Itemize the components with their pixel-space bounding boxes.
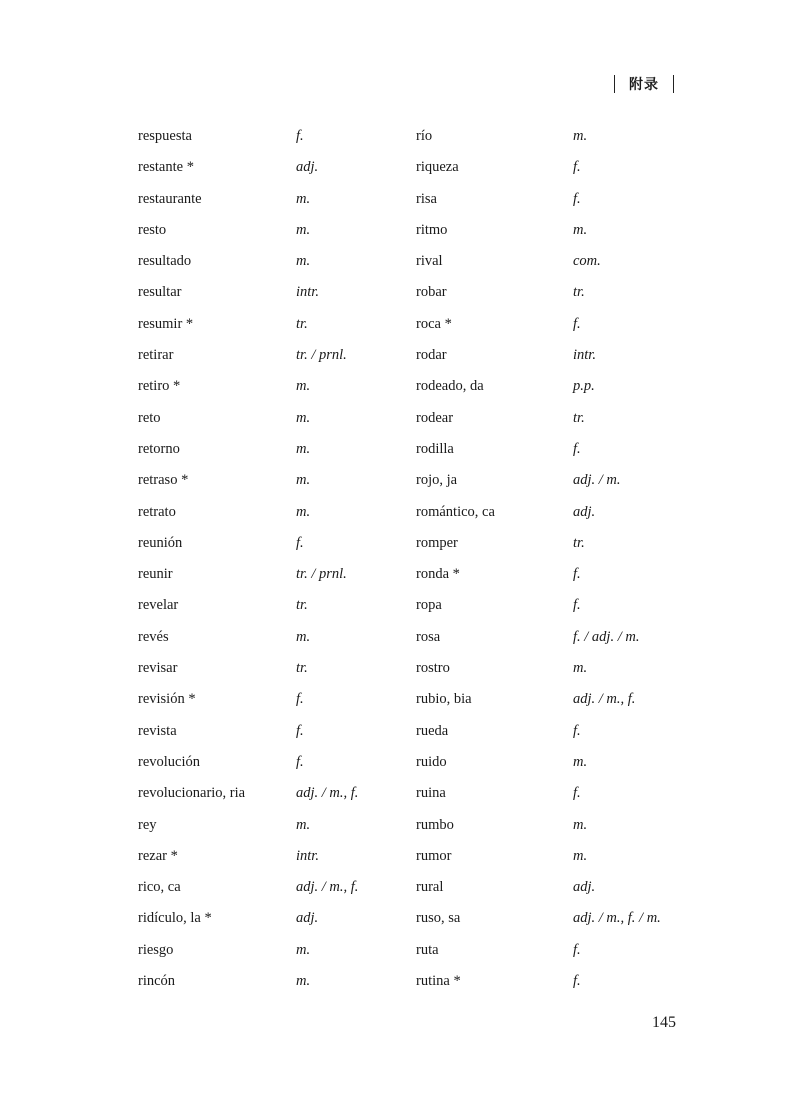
entry-category: m. <box>573 753 588 770</box>
entry-word: restante * <box>138 159 194 176</box>
entry-word: rodar <box>416 347 447 364</box>
entry-word: resto <box>138 221 167 238</box>
entry-category: f. <box>573 973 581 990</box>
table-row <box>0 785 800 816</box>
entry-word: rezar * <box>138 847 178 864</box>
entry-category: adj. <box>296 159 319 176</box>
entry-category: m. <box>296 628 311 645</box>
entry-category: f. <box>573 722 581 739</box>
entry-word: rodeado, da <box>416 378 484 395</box>
table-row <box>0 691 800 722</box>
entry-category: tr. <box>296 660 308 677</box>
table-row <box>0 848 800 879</box>
entry-category: adj. <box>296 910 319 927</box>
entry-category: adj. / m., f. <box>296 879 359 896</box>
entry-category: f. <box>296 128 304 144</box>
entry-word: ruso, sa <box>416 910 461 927</box>
entry-category: intr. <box>296 847 319 864</box>
table-row <box>0 316 800 347</box>
entry-word: retirar <box>138 347 174 364</box>
table-row <box>0 723 800 754</box>
entry-category: tr. <box>573 409 585 426</box>
entry-category: adj. <box>573 503 596 520</box>
entry-word: retraso * <box>138 472 189 489</box>
entry-word: rural <box>416 879 444 896</box>
table-row <box>0 660 800 691</box>
table-row <box>0 754 800 785</box>
entry-word: rico, ca <box>138 879 181 896</box>
entry-word: ronda * <box>416 566 460 583</box>
entry-category: tr. <box>573 534 585 551</box>
entry-category: f. <box>296 722 304 739</box>
entry-word: reto <box>138 409 161 426</box>
table-row <box>0 347 800 378</box>
table-row <box>0 535 800 566</box>
entry-word: revés <box>138 628 169 645</box>
entry-category: f. <box>296 534 304 551</box>
entry-word: rubio, bia <box>416 691 472 708</box>
entry-category: f. <box>573 440 581 457</box>
entry-word: retiro * <box>138 378 181 395</box>
entry-word: reunión <box>138 534 183 551</box>
entry-word: revisar <box>138 660 178 677</box>
entry-word: revelar <box>138 597 179 614</box>
table-row <box>0 128 800 159</box>
entry-word: retrato <box>138 503 176 520</box>
entry-category: m. <box>296 378 311 395</box>
table-row <box>0 410 800 441</box>
header-title: 附录 <box>629 77 659 93</box>
entry-word: ruina <box>416 785 446 802</box>
entry-category: m. <box>573 660 588 677</box>
entry-category: f. <box>573 597 581 614</box>
entry-category: m. <box>296 190 311 207</box>
entry-word: rival <box>416 253 443 270</box>
entry-category: m. <box>296 503 311 520</box>
entry-category: m. <box>296 941 311 958</box>
entry-category: f. <box>573 315 581 332</box>
entry-category: p.p. <box>573 378 595 395</box>
entry-category: intr. <box>573 347 596 364</box>
entry-category: tr. <box>296 315 308 332</box>
page-number: 145 <box>652 1014 676 1031</box>
entry-word: rincón <box>138 973 176 990</box>
table-row <box>0 191 800 222</box>
entry-word: riesgo <box>138 941 174 958</box>
entry-word: roca * <box>416 315 452 332</box>
entry-category: f. <box>573 190 581 207</box>
header-left-divider <box>614 75 615 93</box>
entry-category: f. <box>573 566 581 583</box>
entry-word: revolucionario, ria <box>138 785 246 802</box>
entry-category: tr. / prnl. <box>296 566 347 583</box>
entry-word: ropa <box>416 597 442 614</box>
table-row <box>0 159 800 190</box>
entry-word: riqueza <box>416 159 459 176</box>
entry-category: m. <box>573 221 588 238</box>
entry-word: rumor <box>416 847 452 864</box>
entry-category: tr. <box>573 284 585 301</box>
entry-word: romper <box>416 534 458 551</box>
table-row <box>0 817 800 848</box>
entry-category: tr. <box>296 597 308 614</box>
header-right-divider <box>673 75 674 93</box>
entry-category: f. <box>296 753 304 770</box>
running-header <box>614 74 674 94</box>
entry-category: m. <box>296 440 311 457</box>
entry-word: resultado <box>138 253 192 270</box>
table-row <box>0 441 800 472</box>
entry-word: respuesta <box>138 128 192 144</box>
entry-word: rojo, ja <box>416 472 458 489</box>
entry-category: f. <box>573 785 581 802</box>
entry-category: com. <box>573 253 601 270</box>
entry-word: rumbo <box>416 816 454 833</box>
table-row <box>0 284 800 315</box>
entry-word: revisión * <box>138 691 196 708</box>
entry-category: m. <box>296 973 311 990</box>
entry-word: revista <box>138 722 177 739</box>
entry-word: resultar <box>138 284 182 301</box>
entry-word: rueda <box>416 722 449 739</box>
entry-word: resumir * <box>138 315 194 332</box>
entry-category: adj. <box>573 879 596 896</box>
entry-word: rutina * <box>416 973 461 990</box>
entry-word: ritmo <box>416 221 448 238</box>
entry-category: m. <box>296 253 311 270</box>
entry-word: romántico, ca <box>416 503 495 520</box>
entry-category: m. <box>296 472 311 489</box>
entry-category: m. <box>296 221 311 238</box>
entry-category: f. <box>573 941 581 958</box>
vocabulary-list <box>0 128 800 1004</box>
table-row <box>0 973 800 1004</box>
table-row <box>0 879 800 910</box>
entry-word: río <box>416 128 433 144</box>
table-row <box>0 910 800 941</box>
entry-category: f. / adj. / m. <box>573 628 640 645</box>
entry-category: adj. / m., f. <box>296 785 359 802</box>
entry-word: risa <box>416 190 437 207</box>
entry-word: revolución <box>138 753 201 770</box>
entry-word: ruta <box>416 941 439 958</box>
table-row <box>0 378 800 409</box>
table-row <box>0 253 800 284</box>
entry-category: adj. / m. <box>573 472 621 489</box>
entry-word: ruido <box>416 753 447 770</box>
entry-word: ridículo, la * <box>138 910 212 927</box>
entry-word: reunir <box>138 566 173 583</box>
table-row <box>0 472 800 503</box>
entry-word: robar <box>416 284 447 301</box>
entry-category: intr. <box>296 284 319 301</box>
table-row <box>0 504 800 535</box>
entry-word: rosa <box>416 628 441 645</box>
table-row <box>0 597 800 628</box>
entry-word: rodilla <box>416 440 454 457</box>
entry-category: adj. / m., f. <box>573 691 636 708</box>
entry-category: m. <box>573 816 588 833</box>
entry-word: restaurante <box>138 190 202 207</box>
entry-word: retorno <box>138 440 180 457</box>
table-row <box>0 629 800 660</box>
entry-category: m. <box>573 128 588 144</box>
entry-category: adj. / m., f. / m. <box>573 910 661 927</box>
entry-category: m. <box>573 847 588 864</box>
entry-category: f. <box>296 691 304 708</box>
table-row <box>0 222 800 253</box>
table-row <box>0 942 800 973</box>
entry-category: m. <box>296 816 311 833</box>
entry-word: rey <box>138 816 157 833</box>
table-row <box>0 566 800 597</box>
entry-word: rodear <box>416 409 454 426</box>
entry-word: rostro <box>416 660 450 677</box>
entry-category: m. <box>296 409 311 426</box>
entry-category: f. <box>573 159 581 176</box>
entry-category: tr. / prnl. <box>296 347 347 364</box>
